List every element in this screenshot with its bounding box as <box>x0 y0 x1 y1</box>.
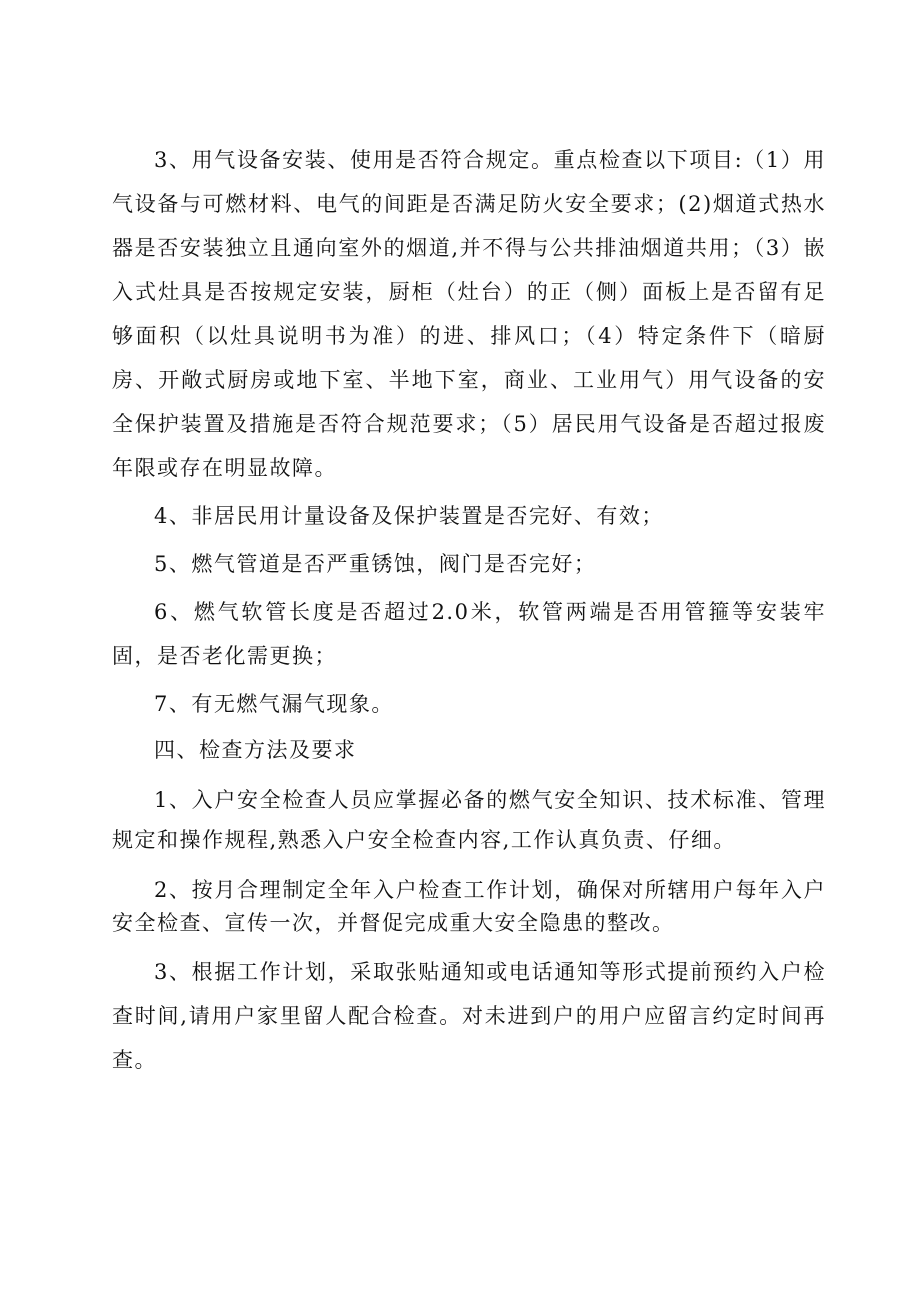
section-heading-methods: 四、检查方法及要求 <box>154 738 357 762</box>
paragraph-appointment: 3、根据工作计划，采取张贴通知或电话通知等形式提前预约入户检查时间,请用户家里留人配合检查。对未进到户的用户应留言约定时间再查。 <box>112 960 826 1072</box>
paragraph-gas-hose: 6、燃气软管长度是否超过2.0米，软管两端是否用管箍等安装牢固，是否老化需更换； <box>112 600 826 668</box>
document-body <box>112 138 826 1082</box>
paragraph-monthly-plan: 2、按月合理制定全年入户检查工作计划，确保对所辖用户每年入户安全检查、宣传一次，并督促完成重大安全隐患的整改。 <box>112 878 826 935</box>
paragraph-inspector-requirements: 1、入户安全检查人员应掌握必备的燃气安全知识、技术标准、管理规定和操作规程,熟悉入户安全检查内容,工作认真负责、仔细。 <box>112 788 826 852</box>
paragraph-gas-pipeline: 5、燃气管道是否严重锈蚀，阀门是否完好； <box>154 552 597 576</box>
paragraph-gas-leak: 7、有无燃气漏气现象。 <box>154 692 394 716</box>
paragraph-metering-equipment: 4、非居民用计量设备及保护装置是否完好、有效； <box>154 504 664 528</box>
paragraph-appliance-installation: 3、用气设备安装、使用是否符合规定。重点检查以下项目:（1）用气设备与可燃材料、电气的间距是否满足防火安全要求；(2)烟道式热水器是否安装独立且通向室外的烟道,并不得与公共排油烟道共用；（3）嵌入式灶具是否按规定安装，厨柜（灶台）的正（侧）面板上是否留有足够面积（以灶具说明书为准）的进、排风口；（4）特定条件下（暗厨房、开敞式厨房或地下室、半地下室，商业、工业用气）用气设备的安全保护装置及措施是否符合规范要求；（5）居民用气设备是否超过报废年限或存在明显故障。 <box>112 148 826 480</box>
